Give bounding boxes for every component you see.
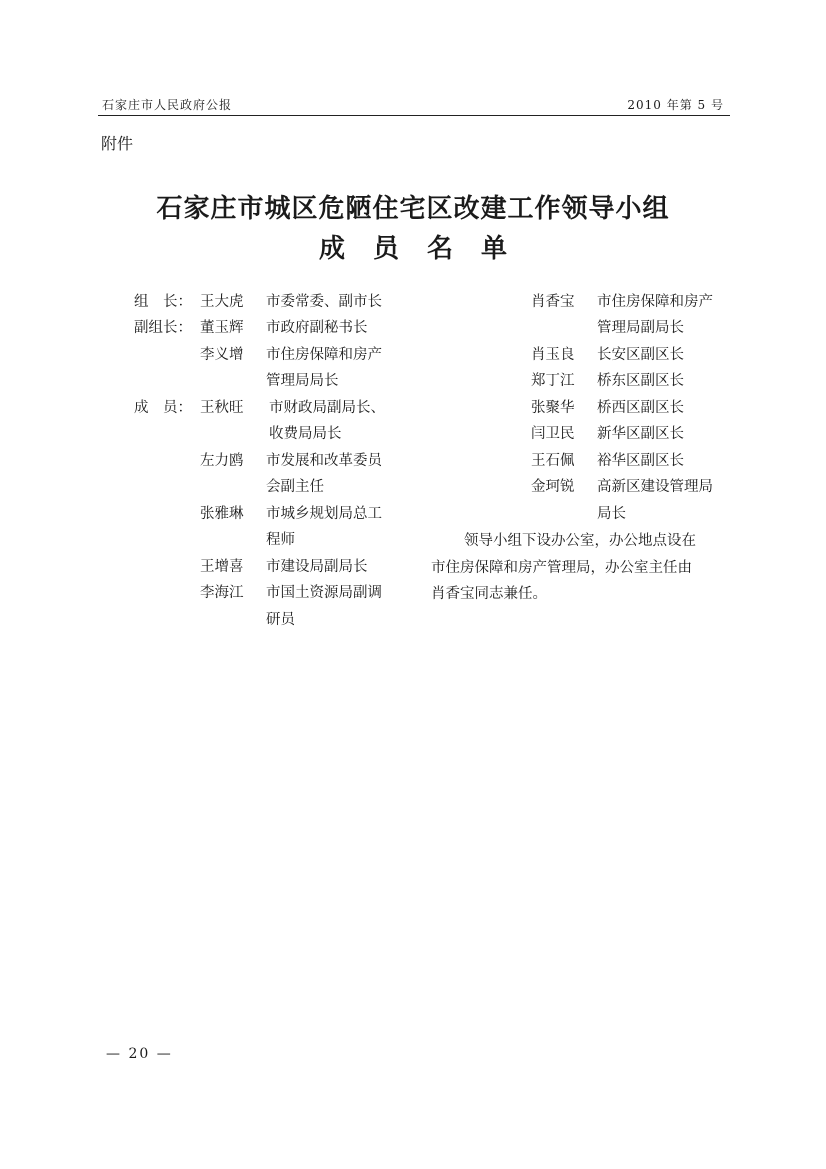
member-duty: 桥西区副区长 [597, 400, 684, 416]
member-duty: 会副主任 [266, 479, 324, 495]
office-note [431, 528, 729, 608]
member-duty: 市发展和改革委员 [266, 453, 382, 469]
member-duty: 市政府副秘书长 [266, 320, 368, 336]
member-duty: 长安区副区长 [597, 347, 684, 363]
office-note-line: 领导小组下设办公室，办公地点设在 [464, 533, 696, 549]
page-header [98, 96, 728, 116]
member-name: 郑丁江 [531, 373, 575, 389]
page-number: — 20 — [106, 1046, 173, 1062]
member-duty: 市委常委、副市长 [266, 294, 382, 310]
document-title: 石家庄市城区危陋住宅区改建工作领导小组 [156, 194, 670, 224]
role-leader: 组 长： [134, 294, 192, 310]
member-duty: 市财政局副局长、 [269, 400, 385, 416]
document-subtitle: 成员名单 [318, 234, 535, 264]
member-name: 张聚华 [531, 400, 575, 416]
member-name: 王石佩 [531, 453, 575, 469]
member-name: 王大虎 [200, 294, 244, 310]
member-duty: 市国土资源局副调 [266, 585, 382, 601]
member-name: 左力鸥 [200, 453, 244, 469]
member-duty: 市建设局副局长 [266, 559, 368, 575]
role-members: 成 员： [134, 400, 192, 416]
member-duty: 桥东区副区长 [597, 373, 684, 389]
member-name: 闫卫民 [531, 426, 575, 442]
member-duty: 程师 [266, 532, 295, 548]
member-name: 王秋旺 [200, 400, 244, 416]
member-name: 肖香宝 [531, 294, 575, 310]
member-duty: 市城乡规划局总工 [266, 506, 382, 522]
member-duty: 研员 [266, 612, 295, 628]
member-name: 李海江 [200, 585, 244, 601]
member-duty: 高新区建设管理局 [597, 479, 713, 495]
member-name: 董玉辉 [200, 320, 244, 336]
member-duty: 管理局副局长 [597, 320, 684, 336]
attachment-label: 附件 [101, 134, 134, 153]
member-duty: 新华区副区长 [597, 426, 684, 442]
member-name: 金珂锐 [531, 479, 575, 495]
member-duty: 市住房保障和房产 [597, 294, 713, 310]
publication-name: 石家庄市人民政府公报 [102, 98, 233, 112]
member-name: 肖玉良 [531, 347, 575, 363]
role-deputy: 副组长： [134, 320, 192, 336]
member-duty: 收费局局长 [269, 426, 342, 442]
member-duty: 市住房保障和房产 [266, 347, 382, 363]
header-rule [98, 115, 730, 116]
member-name: 王增喜 [200, 559, 244, 575]
member-name: 张雅琳 [200, 506, 244, 522]
office-note-line: 市住房保障和房产管理局，办公室主任由 [431, 559, 692, 576]
member-duty: 局长 [597, 506, 626, 522]
member-duty: 裕华区副区长 [597, 453, 684, 469]
member-name: 李义增 [200, 347, 244, 363]
issue-number: 2010 年第 5 号 [627, 98, 724, 112]
member-duty: 管理局局长 [266, 373, 339, 389]
office-note-line: 肖香宝同志兼任。 [431, 586, 547, 602]
